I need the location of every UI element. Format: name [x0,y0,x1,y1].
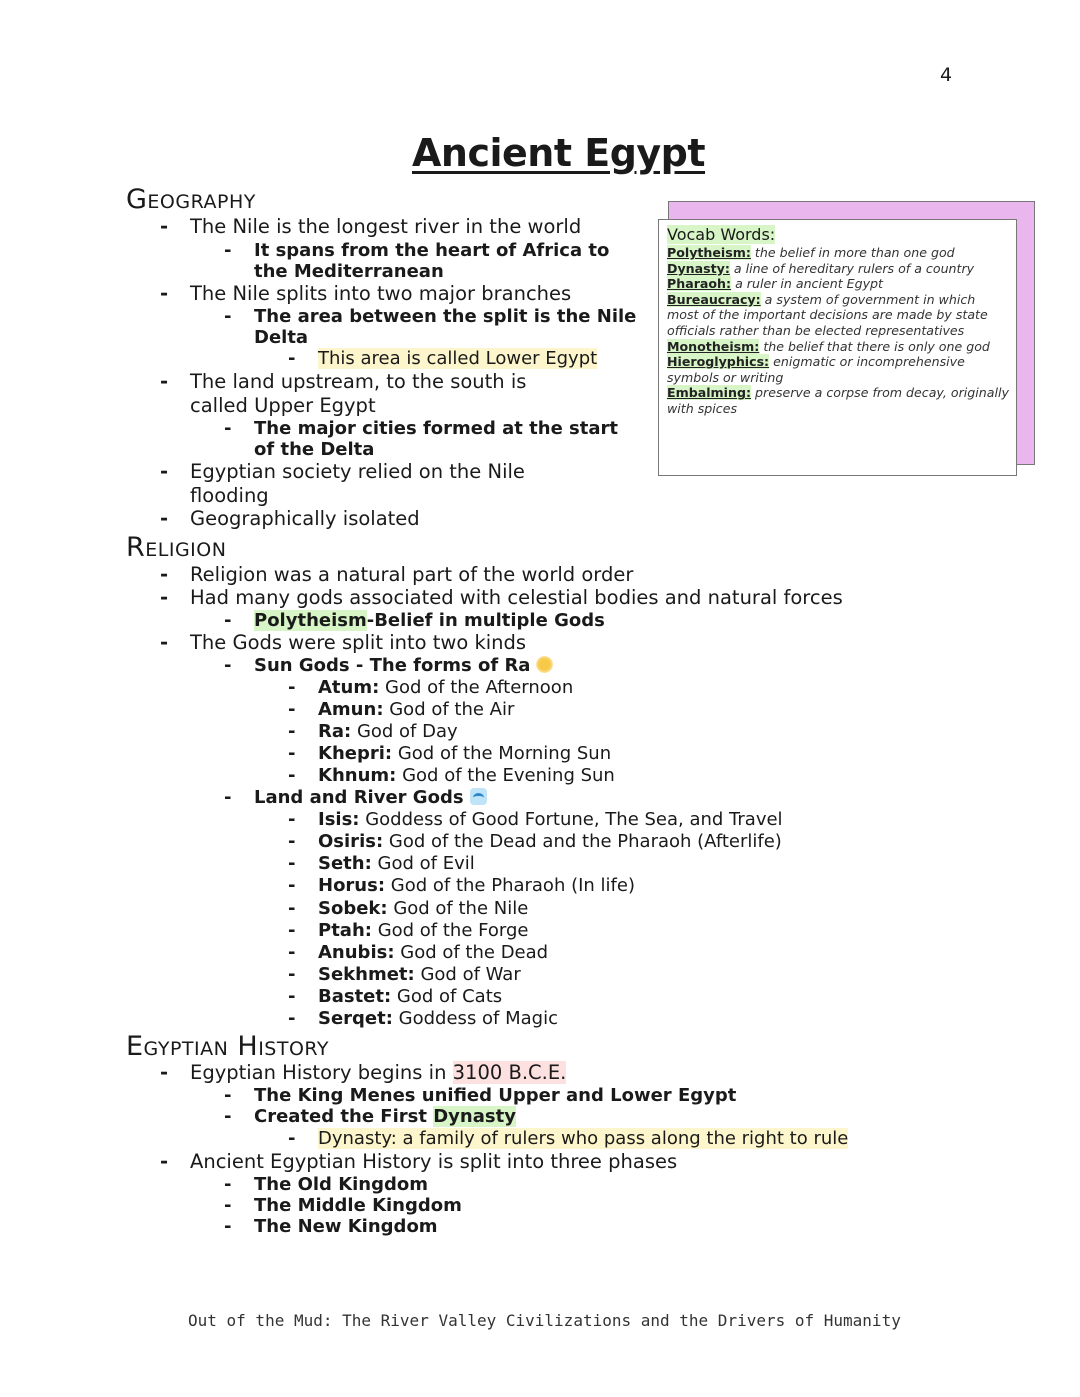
god-item [318,721,458,743]
god-desc: God of the Air [383,699,515,720]
geo-item: called Upper Egypt [190,394,376,417]
section-heading-geography: Geography [126,184,256,215]
vocab-entry-embalming [667,385,1009,416]
god-name: Ra: [318,721,352,742]
geo-item [318,348,597,370]
god-desc: God of the Dead and the Pharaoh (Afterlife) [383,831,782,852]
vocab-def: preserve a corpse from decay, originally with spices [667,385,1009,416]
god-desc: God of the Nile [387,898,529,919]
vocab-def: a system of government in which most of the important decisions are made by state officials rather than be elected representatives [667,291,988,338]
geo-item: - The Nile splits into two major branches [190,283,571,305]
highlight-date: 3100 B.C.E. [452,1061,567,1084]
vocab-term: Bureaucracy: [667,291,761,307]
god-desc: God of the Afternoon [379,677,574,698]
god-item [318,743,611,765]
vocab-entry-pharaoh [667,276,1009,292]
god-name: Sobek: [318,898,388,919]
god-name: Anubis: [318,942,395,963]
god-name: Amun: [318,699,384,720]
vocab-term: Monotheism: [667,338,760,354]
highlight-polytheism: Polytheism [254,610,367,631]
history-item [254,1106,516,1128]
god-name: Khnum: [318,765,397,786]
god-name: Horus: [318,875,386,896]
god-name: Serqet: [318,1008,393,1029]
first-dynasty-text: Created the First [254,1106,434,1127]
history-item [318,1128,848,1150]
vocab-entry-dynasty [667,261,1009,277]
geo-item: - It spans from the heart of Africa to [254,240,609,262]
vocab-def: a line of hereditary rulers of a country [729,260,975,276]
god-desc: God of the Forge [371,920,529,941]
god-name: Ptah: [318,920,372,941]
religion-item [254,610,605,632]
highlight-lower-egypt: This area is called Lower Egypt [318,348,598,369]
god-item [318,964,521,986]
god-name: Khepri: [318,743,393,764]
geo-item: - Egyptian society relied on the Nile [190,461,525,483]
god-desc: God of Cats [391,986,503,1007]
vocab-entry-hieroglyphics [667,354,1009,385]
vocab-def: the belief in more than one god [750,245,955,260]
vocab-term: Hieroglyphics: [667,354,770,370]
section-heading-history: Egyptian History [126,1031,330,1062]
religion-item: - Religion was a natural part of the world order [190,564,633,586]
geo-item: of the Delta [254,439,375,460]
god-item [318,942,548,964]
god-item [318,699,514,721]
kingdom-item: - The New Kingdom [254,1216,438,1238]
god-desc: Goddess of Good Fortune, The Sea, and Travel [359,809,783,830]
god-desc: God of the Morning Sun [392,743,612,764]
god-desc: Goddess of Magic [392,1008,558,1029]
vocab-def: a ruler in ancient Egypt [731,276,883,292]
vocab-box [658,219,1017,476]
vocab-entry-monotheism [667,339,1009,355]
god-item [318,898,528,920]
god-item [318,809,783,831]
history-item: - Ancient Egyptian History is split into three phases [190,1151,677,1173]
god-item [318,920,528,942]
vocab-term: Polytheism: [667,245,751,260]
god-desc: God of War [414,964,521,985]
sun-emoji-icon [536,656,553,673]
vocab-term: Pharaoh: [667,276,732,292]
sun-gods-label: Sun Gods - The forms of Ra [254,655,531,676]
geo-item: - The land upstream, to the south is [190,371,526,393]
god-desc: God of Day [351,721,458,742]
god-desc: God of the Dead [394,942,549,963]
god-name: Sekhmet: [318,964,415,985]
god-item [318,1008,558,1030]
highlight-dynasty: Dynasty [433,1106,516,1127]
geo-item: - Geographically isolated [190,508,420,530]
god-name: Seth: [318,853,372,874]
religion-item: - The Gods were split into two kinds [190,632,526,654]
god-name: Isis: [318,809,360,830]
god-desc: God of Evil [371,853,475,874]
god-name: Bastet: [318,986,392,1007]
highlight-dynasty-def: Dynasty: a family of rulers who pass along the right to rule [318,1128,849,1149]
vocab-entry-polytheism [667,245,1009,261]
geo-item: flooding [190,484,269,507]
god-item [318,831,782,853]
vocab-def: enigmatic or incomprehensive symbols or writing [667,354,965,385]
god-item [318,765,615,787]
land-gods-label: Land and River Gods [254,787,464,808]
god-name: Osiris: [318,831,384,852]
kingdom-item: - The Old Kingdom [254,1174,428,1196]
sun-gods-heading [254,655,553,677]
polytheism-rest: -Belief in multiple Gods [366,610,605,631]
god-name: Atum: [318,677,380,698]
geo-item: Delta [254,327,309,348]
history-item [190,1062,566,1084]
geo-item: - The area between the split is the Nile [254,306,636,328]
vocab-title: Vocab Words: [667,225,776,244]
history-begins-text: Egyptian History begins in [190,1061,453,1084]
god-item [318,986,502,1008]
vocab-term: Dynasty: [667,260,730,276]
vocab-term: Embalming: [667,385,752,401]
vocab-entry-bureaucracy [667,292,1009,339]
geo-item: - The major cities formed at the start [254,418,618,440]
religion-item: - Had many gods associated with celestial bodies and natural forces [190,587,843,609]
geo-item: the Mediterranean [254,261,444,282]
geo-item: - The Nile is the longest river in the world [190,216,581,238]
god-desc: God of the Evening Sun [396,765,615,786]
page-footer: Out of the Mud: The River Valley Civilizations and the Drivers of Humanity [188,1311,901,1330]
vocab-def: the belief that there is only one god [759,338,990,354]
history-item: - The King Menes unified Upper and Lower Egypt [254,1085,736,1107]
kingdom-item: - The Middle Kingdom [254,1195,462,1217]
god-item [318,677,573,699]
section-heading-religion: Religion [126,532,227,563]
wave-emoji-icon [470,788,487,805]
page-title: Ancient Egypt [412,131,706,175]
god-desc: God of the Pharaoh (In life) [385,875,635,896]
page-number: 4 [940,64,953,86]
god-item [318,875,635,897]
god-item [318,853,475,875]
land-gods-heading [254,787,487,809]
